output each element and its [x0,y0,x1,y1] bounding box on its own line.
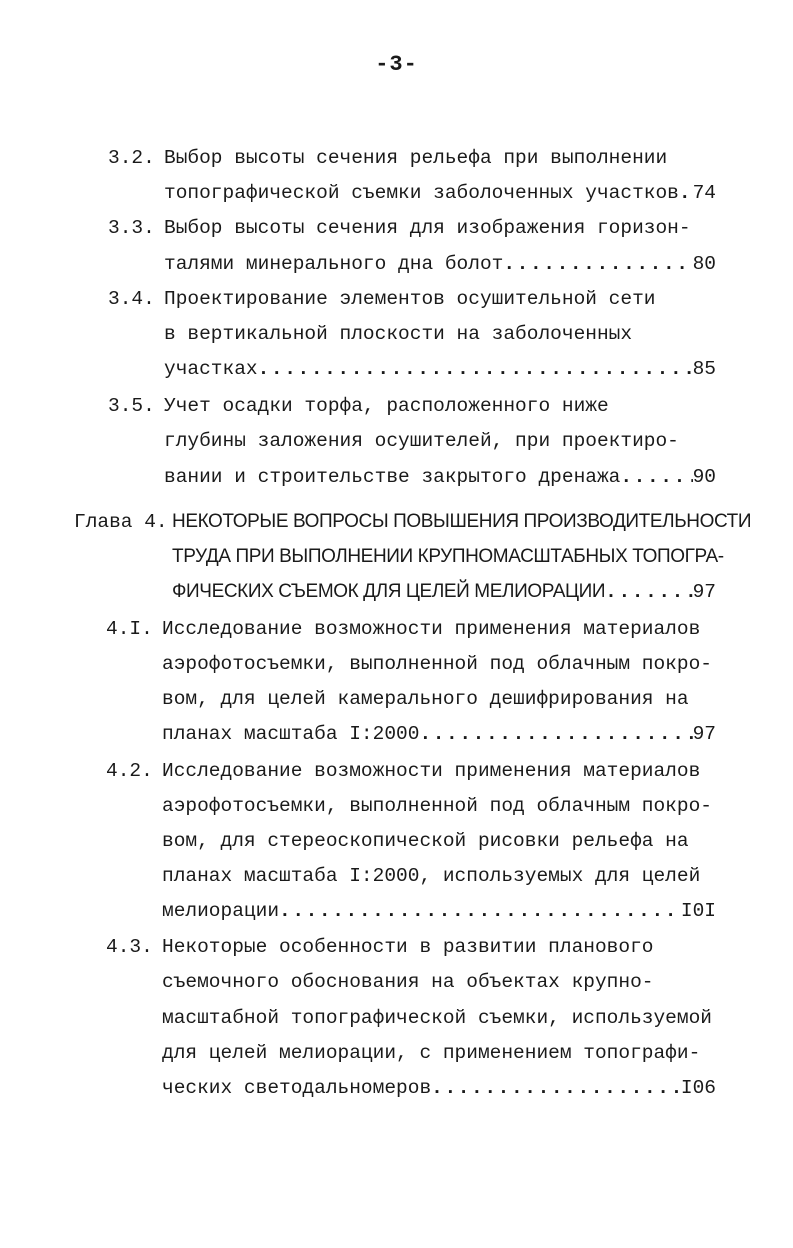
toc-entry-page: 80 [692,253,716,275]
chapter-title-line: НЕКОТОРЫЕ ВОПРОСЫ ПОВЫШЕНИЯ ПРОИЗВОДИТЕЛЬНОСТИ [172,511,752,532]
toc-entry-leader-row [164,181,716,205]
dot-leader [620,465,692,489]
toc-entry-leader-row [162,899,716,923]
toc-entry-line: Некоторые особенности в развитии планового [162,936,654,958]
chapter-title-last-line: ФИЧЕСКИХ СЪЕМОК ДЛЯ ЦЕЛЕЙ МЕЛИОРАЦИИ [172,581,606,602]
toc-entry-page: 85 [692,358,716,380]
toc-entry-number: 3.5. [108,395,155,417]
toc-entry-leader-row [164,252,716,276]
toc-entry-line: Исследование возможности применения материалов [162,618,701,640]
chapter-page: 97 [692,581,716,603]
toc-entry-leader-row [162,1076,716,1100]
toc-entry-last-line: талями минерального дна болот [164,253,504,275]
toc-entry-line: аэрофотосъемки, выполненной под облачным покро- [162,795,712,817]
toc-entry-number: 3.4. [108,288,155,310]
page-number: -3- [375,52,418,77]
dot-leader [279,899,681,923]
chapter-label: Глава 4. [74,511,168,533]
toc-entry-line: в вертикальной плоскости на заболоченных [164,323,633,345]
toc-entry-page: 90 [692,466,716,488]
toc-entry-last-line: мелиорации [162,900,280,922]
toc-entry-line: масштабной топографической съемки, используемой [162,1007,712,1029]
toc-entry-line: планах масштаба I:2000, используемых для целей [162,865,701,887]
toc-entry-last-line: планах масштаба I:2000 [162,723,420,745]
toc-entry-page: I0I [680,900,716,922]
toc-entry-last-line: топографической съемки заболоченных участков [164,182,679,204]
toc-entry-line: глубины заложения осушителей, при проектиро- [164,430,679,452]
toc-entry-line: Проектирование элементов осушительной сети [164,288,656,310]
toc-entry-last-line: участках [164,358,258,380]
dot-leader [605,580,692,604]
dot-leader [679,181,693,205]
toc-entry-number: 4.I. [106,618,153,640]
toc-entry-page: 97 [692,723,716,745]
dot-leader [431,1076,681,1100]
toc-entry-leader-row [162,722,716,746]
chapter-leader-row [172,580,716,604]
toc-entry-line: аэрофотосъемки, выполненной под облачным покро- [162,653,712,675]
dot-leader [503,252,692,276]
toc-entry-last-line: вании и строительстве закрытого дренажа [164,466,621,488]
toc-entry-number: 4.2. [106,760,153,782]
toc-entry-line: Учет осадки торфа, расположенного ниже [164,395,609,417]
toc-entry-leader-row [164,357,716,381]
toc-entry-line: Исследование возможности применения материалов [162,760,701,782]
toc-entry-line: для целей мелиорации, с применением топографи- [162,1042,701,1064]
toc-entry-line: Выбор высоты сечения для изображения горизон- [164,217,691,239]
dot-leader [419,722,692,746]
toc-entry-page: 74 [692,182,716,204]
toc-entry-line: вом, для стереоскопической рисовки рельефа на [162,830,689,852]
toc-entry-number: 3.2. [108,147,155,169]
toc-entry-page: I06 [680,1077,716,1099]
dot-leader [258,357,693,381]
toc-entry-number: 4.3. [106,936,153,958]
toc-entry-line: вом, для целей камерального дешифрирования на [162,688,689,710]
toc-entry-line: съемочного обоснования на объектах крупно- [162,971,654,993]
toc-entry-last-line: ческих светодальномеров [162,1077,432,1099]
chapter-title-line: ТРУДА ПРИ ВЫПОЛНЕНИИ КРУПНОМАСШТАБНЫХ ТОПОГРА- [172,546,724,567]
toc-entry-leader-row [164,465,716,489]
toc-entry-number: 3.3. [108,217,155,239]
toc-entry-line: Выбор высоты сечения рельефа при выполнении [164,147,668,169]
